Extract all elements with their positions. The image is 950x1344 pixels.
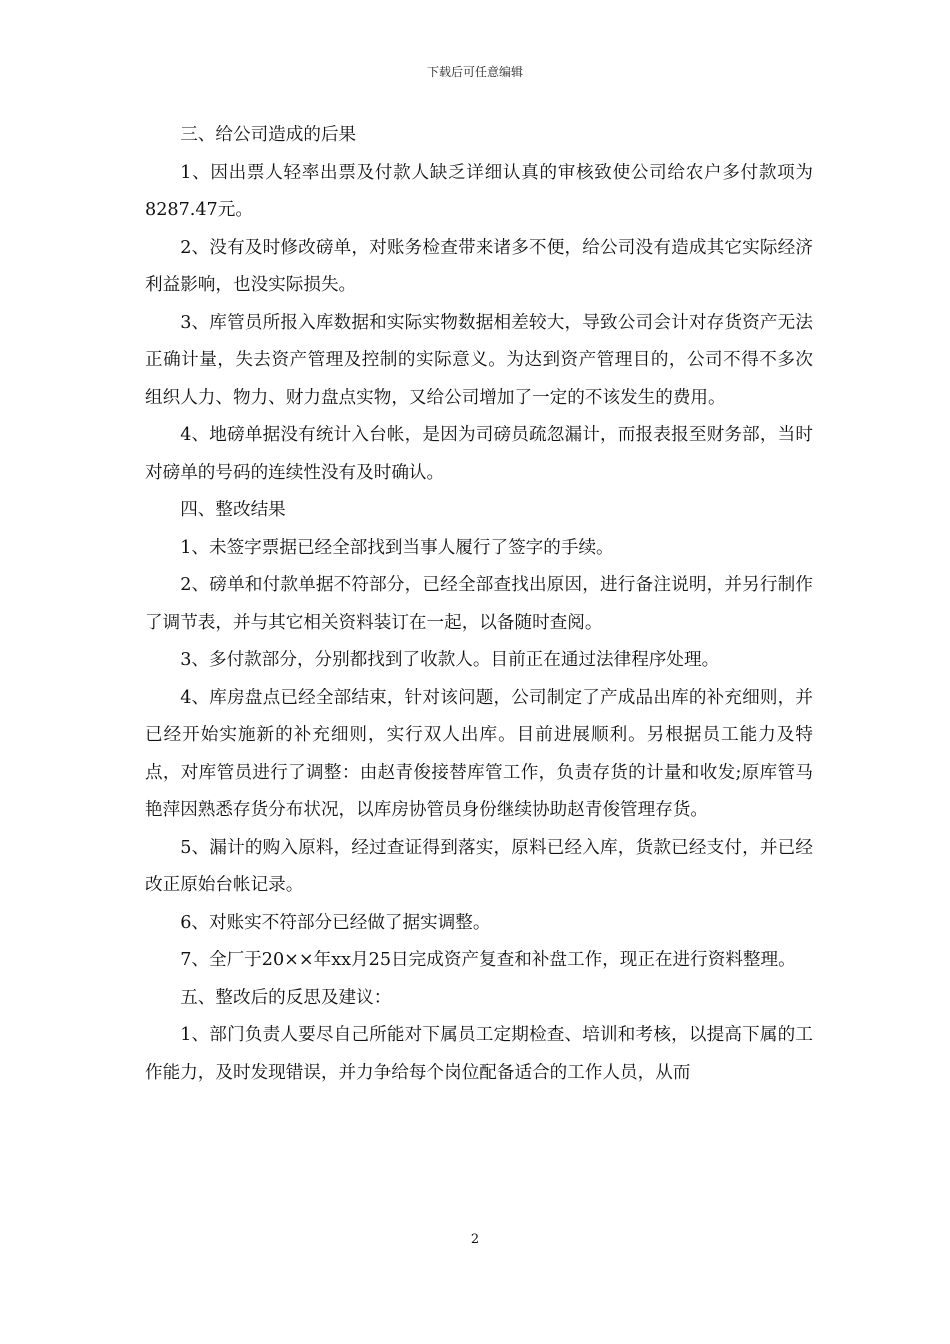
paragraph: 1、未签字票据已经全部找到当事人履行了签字的手续。	[180, 537, 614, 558]
paragraph: 4、地磅单据没有统计入台帐，是因为司磅员疏忽漏计，而报表报至财务部，当时对磅单的号码的连续性没有及时确认。	[145, 425, 813, 483]
paragraph: 1、因出票人轻率出票及付款人缺乏详细认真的审核致使公司给农户多付款项为8287.47元。	[145, 162, 813, 220]
page-number: 2	[470, 1232, 480, 1247]
paragraph: 4、库房盘点已经全部结束，针对该问题，公司制定了产成品出库的补充细则，并已经开始实施新的补充细则，实行双人出库。目前进展顺利。另根据员工能力及特点，对库管员进行了调整：由赵青俊接替库管工作，负责存货的计量和收发;原库管马艳萍因熟悉存货分布状况，以库房协管员身份继续协助赵青俊管理存货。	[145, 687, 813, 820]
paragraph: 1、部门负责人要尽自己所能对下属员工定期检查、培训和考核，以提高下属的工作能力，及时发现错误，并力争给每个岗位配备适合的工作人员，从而	[145, 1025, 813, 1083]
paragraph: 2、磅单和付款单据不符部分，已经全部查找出原因，进行备注说明，并另行制作了调节表，并与其它相关资料装订在一起，以备随时查阅。	[145, 575, 813, 633]
paragraph: 3、库管员所报入库数据和实际实物数据相差较大，导致公司会计对存货资产无法正确计量，失去资产管理及控制的实际意义。为达到资产管理目的，公司不得不多次组织人力、物力、财力盘点实物，又给公司增加了一定的不该发生的费用。	[145, 312, 813, 408]
paragraph: 7、全厂于20××年xx月25日完成资产复查和补盘工作，现正在进行资料整理。	[180, 950, 796, 970]
section-heading-consequences: 三、给公司造成的后果	[180, 125, 357, 145]
paragraph: 6、对账实不符部分已经做了据实调整。	[180, 912, 491, 933]
page-header: 下载后可任意编辑	[426, 65, 523, 79]
paragraph: 3、多付款部分，分别都找到了收款人。目前正在通过法律程序处理。	[180, 650, 720, 670]
paragraph: 2、没有及时修改磅单，对账务检查带来诸多不便，给公司没有造成其它实际经济利益影响，也没实际损失。	[145, 237, 813, 295]
section-heading-reflections: 五、整改后的反思及建议：	[180, 987, 392, 1008]
document-body	[145, 117, 813, 1092]
section-heading-rectification-results: 四、整改结果	[180, 500, 286, 520]
paragraph: 5、漏计的购入原料，经过查证得到落实，原料已经入库，货款已经支付，并已经改正原始台帐记录。	[145, 837, 813, 895]
